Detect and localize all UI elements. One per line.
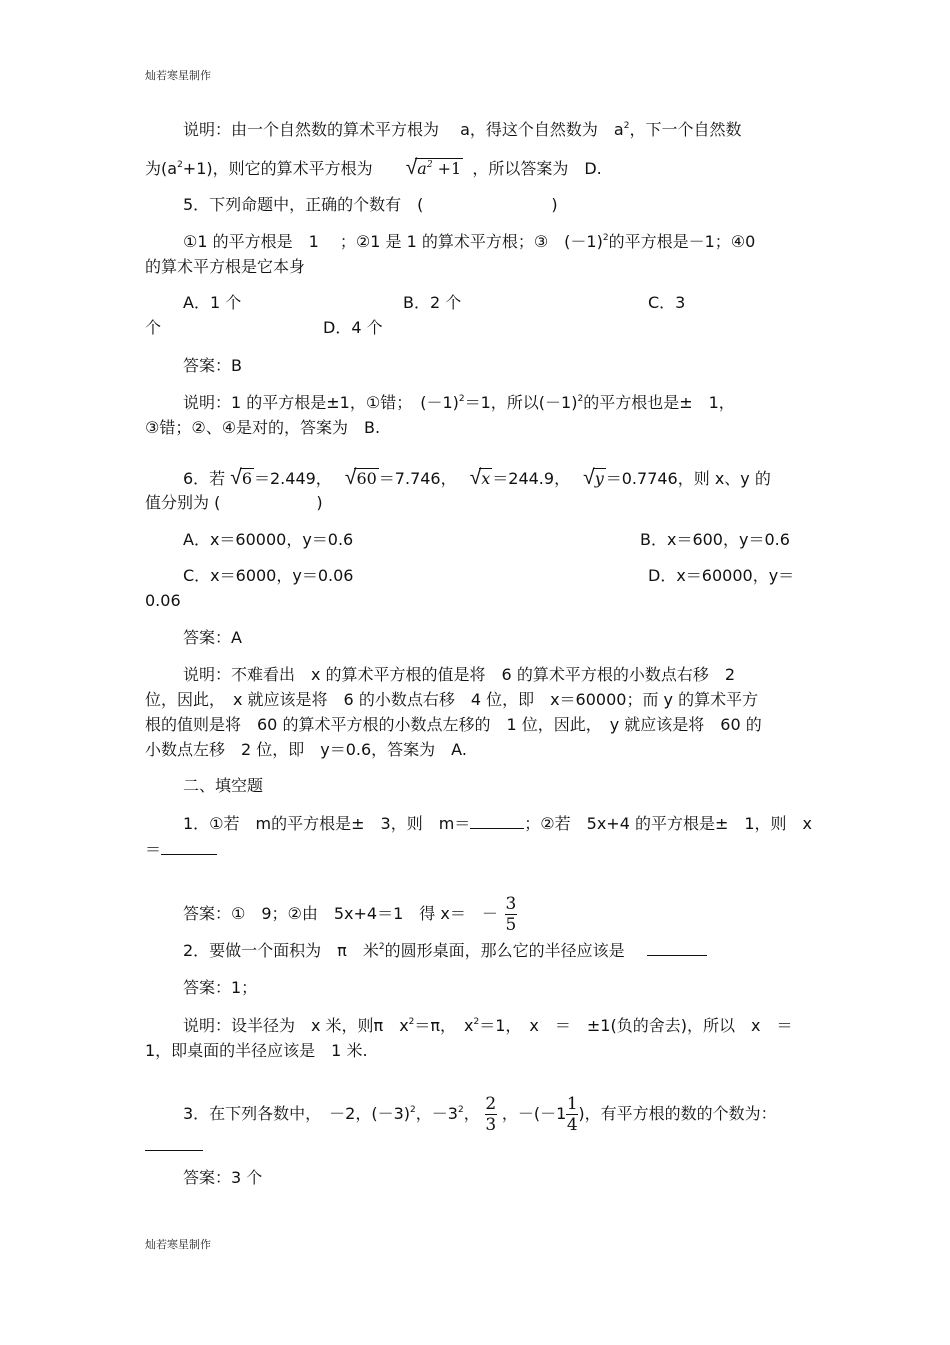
q6-answer: 答案：A xyxy=(183,628,242,647)
f3-stem-line2 xyxy=(145,1136,203,1156)
q6-stem-line2: 值分别为 ( ) xyxy=(145,493,323,512)
q6-option-d-cont: 0.06 xyxy=(145,591,181,610)
f1-stem-line1: 1．①若 m的平方根是± 3，则 m＝ ；②若 5x+4 的平方根是± 1，则 x xyxy=(183,814,813,833)
q6-option-b: B．x＝600，y＝0.6 xyxy=(640,530,790,549)
q6-explanation-line4: 小数点左移 2 位，即 y＝0.6，答案为 A. xyxy=(145,740,467,759)
sqrt-x: √x xyxy=(469,465,491,489)
q5-items-line1: ①1 的平方根是 1 ；②1 是 1 的算术平方根；③ $(-1)^2$的平方根是－1；④0 xyxy=(183,232,756,251)
sqrt-60: √60 xyxy=(344,465,377,489)
section-title-fill-in: 二、填空题 xyxy=(183,776,264,795)
f2-stem: 2．要做一个面积为 π 米$^2$的圆形桌面，那么它的半径应该是 xyxy=(183,941,707,961)
answer-blank xyxy=(161,854,217,855)
f1-stem-line2: ＝ xyxy=(145,840,217,860)
q6-stem-line1: 6．若 √6 ＝2.449， √60 ＝7.746， √x ＝244.9， √y ＝0.7746，则 x、y 的 xyxy=(183,465,771,489)
q6-explanation-line2: 位，因此， x 就应该是将 6 的小数点右移 4 位，即 x＝60000；而 y 的算术平方 xyxy=(145,690,759,709)
sqrt-y: √y xyxy=(583,465,604,489)
q6-option-a: A．x＝60000，y＝0.6 xyxy=(183,530,354,549)
f1-answer: 答案：① 9；②由 5x+4＝1 得 x＝ － $\frac{3}{5}$ xyxy=(183,894,517,935)
q5-option-a: A．1 个 xyxy=(183,293,242,312)
q5-items-line2: 的算术平方根是它本身 xyxy=(145,257,306,276)
f2-explanation-line2: 1，即桌面的半径应该是 1 米. xyxy=(145,1041,368,1060)
fraction-3-5: $\frac{3}{5}$ xyxy=(505,894,517,935)
q6-option-d: D．x＝60000，y＝ xyxy=(648,566,795,585)
f2-answer: 答案：1； xyxy=(183,978,258,997)
q5-option-d: D．4 个 xyxy=(323,318,383,337)
fraction-1-4: $\frac{1}{4}$ xyxy=(566,1094,578,1135)
q5-explanation-line1: 说明：1 的平方根是±1，①错； $(-1)^2=1$，所以$(-1)^2$的平方根也是± 1， xyxy=(183,393,735,412)
sqrt-6: √6 xyxy=(230,465,252,489)
q5-explanation-line2: ③错；②、④是对的，答案为 B. xyxy=(145,418,381,437)
q5-option-c-cont: 个 xyxy=(145,318,162,337)
q5-option-c: C．3 xyxy=(648,293,686,312)
q4-explanation-line2: 为$(a^2+1)$，则它的算术平方根为 $√a^2 +1$ ，所以答案为 D. xyxy=(145,155,602,179)
f2-explanation-line1: 说明：设半径为 x 米，则π $x^2=\pi$， $x^2=1$， x ＝ ±1(负的舍去)，所以 x ＝ xyxy=(183,1016,793,1035)
page-footer: 灿若寒星制作 xyxy=(145,1238,211,1251)
q6-explanation-line3: 根的值则是将 60 的算术平方根的小数点左移的 1 位，因此， y 就应该是将 60 的 xyxy=(145,715,762,734)
answer-blank xyxy=(647,955,707,956)
f3-answer: 答案：3 个 xyxy=(183,1168,263,1187)
fraction-2-3: $\frac{2}{3}$ xyxy=(485,1094,497,1135)
q6-explanation-line1: 说明：不难看出 x 的算术平方根的值是将 6 的算术平方根的小数点右移 2 xyxy=(183,665,736,684)
answer-blank xyxy=(470,828,524,829)
sqrt-a2-plus-1: $√a^2 +1$ xyxy=(405,155,462,179)
f3-stem: 3．在下列各数中， －2，$(-3)^2$，$-3^2$， $\frac{2}{3}$ ，－(－1 $\frac{1}{4}$ )，有平方根的数的个数为： xyxy=(183,1094,777,1135)
answer-blank xyxy=(145,1150,203,1151)
q5-stem: 5．下列命题中，正确的个数有 ( ) xyxy=(183,195,558,214)
q6-option-c: C．x＝6000，y＝0.06 xyxy=(183,566,354,585)
q4-explanation-line1: 说明：由一个自然数的算术平方根为 a，得这个自然数为 $a^2$，下一个自然数 xyxy=(183,120,742,139)
page-header: 灿若寒星制作 xyxy=(145,69,211,82)
q5-option-b: B．2 个 xyxy=(403,293,462,312)
q5-answer: 答案：B xyxy=(183,356,242,375)
